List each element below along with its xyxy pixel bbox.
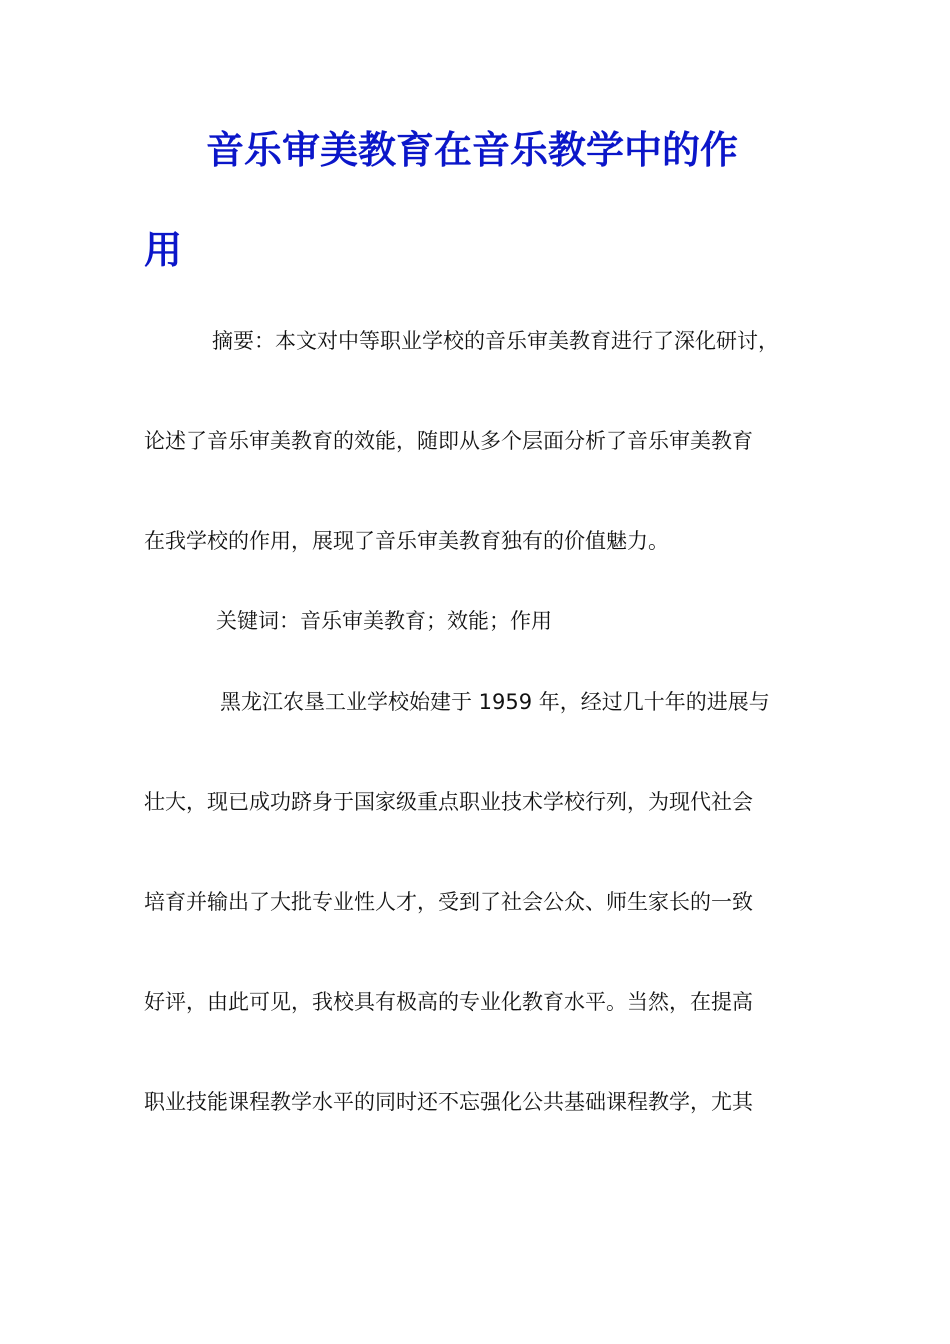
body-line-4: 好评，由此可见，我校具有极高的专业化教育水平。当然，在提高 xyxy=(144,990,753,1014)
body-line-1: 黑龙江农垦工业学校始建于 1959 年，经过几十年的进展与 xyxy=(220,690,770,714)
abstract-line-3: 在我学校的作用，展现了音乐审美教育独有的价值魅力。 xyxy=(144,529,669,553)
keywords-line: 关键词：音乐审美教育；效能；作用 xyxy=(216,609,552,633)
document-title-line-1: 音乐审美教育在音乐教学中的作 xyxy=(206,127,739,172)
abstract-line-2: 论述了音乐审美教育的效能，随即从多个层面分析了音乐审美教育 xyxy=(144,429,753,453)
body-line-2: 壮大，现已成功跻身于国家级重点职业技术学校行列，为现代社会 xyxy=(144,790,753,814)
body-line-5: 职业技能课程教学水平的同时还不忘强化公共基础课程教学，尤其 xyxy=(144,1090,753,1114)
document-title-line-2: 用 xyxy=(144,227,183,272)
abstract-line-1: 摘要：本文对中等职业学校的音乐审美教育进行了深化研讨， xyxy=(212,329,779,353)
body-line-3: 培育并输出了大批专业性人才，受到了社会公众、师生家长的一致 xyxy=(144,890,753,914)
